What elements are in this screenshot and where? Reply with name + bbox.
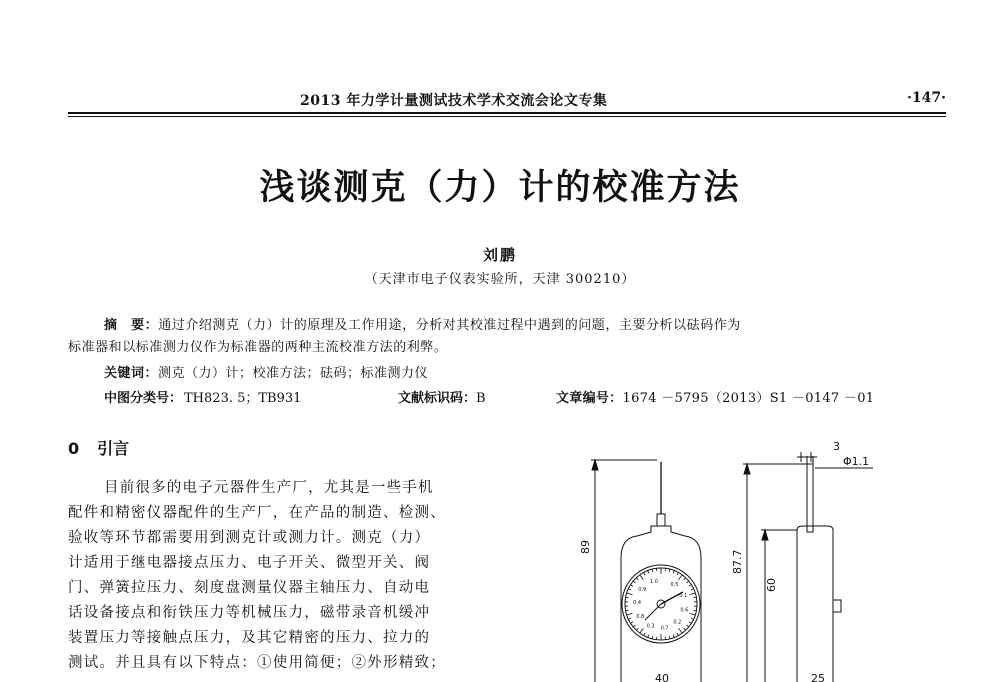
dial-tick [628,618,631,619]
author-name: 刘鹏 [482,246,517,264]
dial-label: 0.3 [646,623,655,630]
dial-tick [677,633,678,636]
dial-tick [644,633,645,636]
dial-tick [684,578,686,580]
body-line: 配件和精密仪器配件的生产厂，在产品的制造、检测、 [68,505,446,521]
dial-tick [626,610,629,611]
dial-label: 0.9 [638,587,647,594]
abstract-label: 摘 要： [104,318,159,333]
dial-label: 0.2 [673,619,682,626]
classification-value: TH823. 5；TB931 [184,391,302,406]
gauge-drawing [565,432,895,682]
dial-label: 0.1 [679,593,688,600]
dial-tick [677,572,678,575]
dial-tick [652,636,653,639]
gauge-drawing-figure [565,432,895,682]
body-line: 门、弹簧拉压力、刻度盘测量仪器主轴压力、自动电 [68,580,431,596]
dial-tick [679,628,683,633]
dimension-label-width: 3 [833,440,840,453]
dial-needle-tail [645,604,661,620]
header-rule-thick [68,112,946,114]
dial-tick [673,635,674,638]
keywords-text: 测克（力）计；校准方法；砝码；标准测力仪 [158,366,429,381]
article-number [556,387,874,406]
dimension-label-side-width: 25 [811,672,825,682]
dial-tick [636,578,638,580]
dial-tick [669,569,670,572]
dial-tick [633,581,635,583]
body-line: 目前很多的电子元器件生产厂，尤其是一些手机 [104,480,434,496]
dimension-label-side-height: 87.7 [731,549,744,574]
dial-tick [627,613,633,615]
dial-tick [691,618,694,619]
dial-tick [640,575,644,580]
abstract-text-1: 通过介绍测克（力）计的原理及工作用途，分析对其校准过程中遇到的问题，主要分析以砝码作为 [158,318,741,333]
dial-tick [644,572,645,575]
dial-tick [689,585,692,587]
journal-title: 2013 年力学计量测试技术学术交流会论文专集 [300,93,608,109]
dial-tick [636,628,638,630]
dial-tick [673,571,674,574]
abstract-text-2: 标准器和以标准测力仪作为标准器的两种主流校准方法的利弊。 [68,340,448,355]
dial-tick [690,593,696,595]
classification-label: 中图分类号： [104,391,183,406]
document-code-label: 文献标识码： [398,391,477,406]
dial-tick [628,589,631,590]
dial-label: 0.8 [636,614,645,620]
section-title: 引言 [97,439,130,458]
dial-tick [648,635,649,638]
dial-tick [626,597,629,598]
arrowhead [762,530,768,540]
dimension-label-diameter: Φ1.1 [843,455,870,468]
dial-tick [686,581,688,583]
body-line: 装置压力等接触点压力，及其它精密的压力、拉力的 [68,630,431,646]
dial-tick [693,610,696,611]
dial-tick [631,622,634,624]
dial-tick [684,628,686,630]
document-code [398,387,486,406]
dial-tick [627,593,633,595]
page-number: ·147· [907,90,946,106]
dial-label: 0.5 [670,582,679,589]
dial-tick [693,597,696,598]
arrowhead [592,460,598,470]
dial-tick [631,585,634,587]
paper-title: 浅谈测克（力）计的校准方法 [259,168,741,208]
classification-number [104,387,301,406]
dimension-label-front-width: 40 [655,672,669,682]
dial-tick [689,622,692,624]
dial-tick [690,613,696,615]
document-code-value: B [476,391,486,406]
dial-label: 0.4 [633,600,642,607]
running-header [68,88,946,112]
section-heading [68,436,129,459]
dial-tick [669,636,670,639]
article-number-value: 1674 －5795（2013）S1 －0147 －01 [622,391,875,406]
dial-label: 0.7 [660,625,669,632]
gauge-probe [657,514,665,526]
dial-tick [679,575,683,580]
side-probe [807,524,813,532]
dimension-label-height: 89 [579,540,592,554]
dimension-label-side-body: 60 [765,578,778,592]
dial-label: 0.6 [680,607,689,614]
body-line: 验收等环节都需要用到测克计或测力计。测克（力） [68,530,431,546]
body-line: 话设备接点和衔铁压力等机械压力，磁带录音机缓冲 [68,605,431,621]
arrowhead [744,464,750,474]
dial-tick [652,569,653,572]
dial-labels [633,579,688,632]
article-number-label: 文章编号： [556,391,623,406]
side-knob [833,600,841,612]
author-affiliation: （天津市电子仪表实验所，天津 300210） [364,272,636,287]
body-line: 计适用于继电器接点压力、电子开关、微型开关、阀 [68,555,431,571]
dial-tick [640,628,644,633]
abstract-first-line [104,314,741,333]
dial-tick [686,625,688,627]
dial-tick [648,571,649,574]
side-body-outline [797,526,833,682]
dial-tick [691,589,694,590]
dial-tick [633,625,635,627]
keywords-line [104,362,428,381]
keywords-label: 关键词： [104,366,159,381]
body-line: 测试。并且具有以下特点：①使用简便；②外形精致； [68,655,446,671]
dial-label: 1.0 [649,579,658,586]
section-number: 0 [68,439,80,458]
header-rule-thin [68,116,946,117]
